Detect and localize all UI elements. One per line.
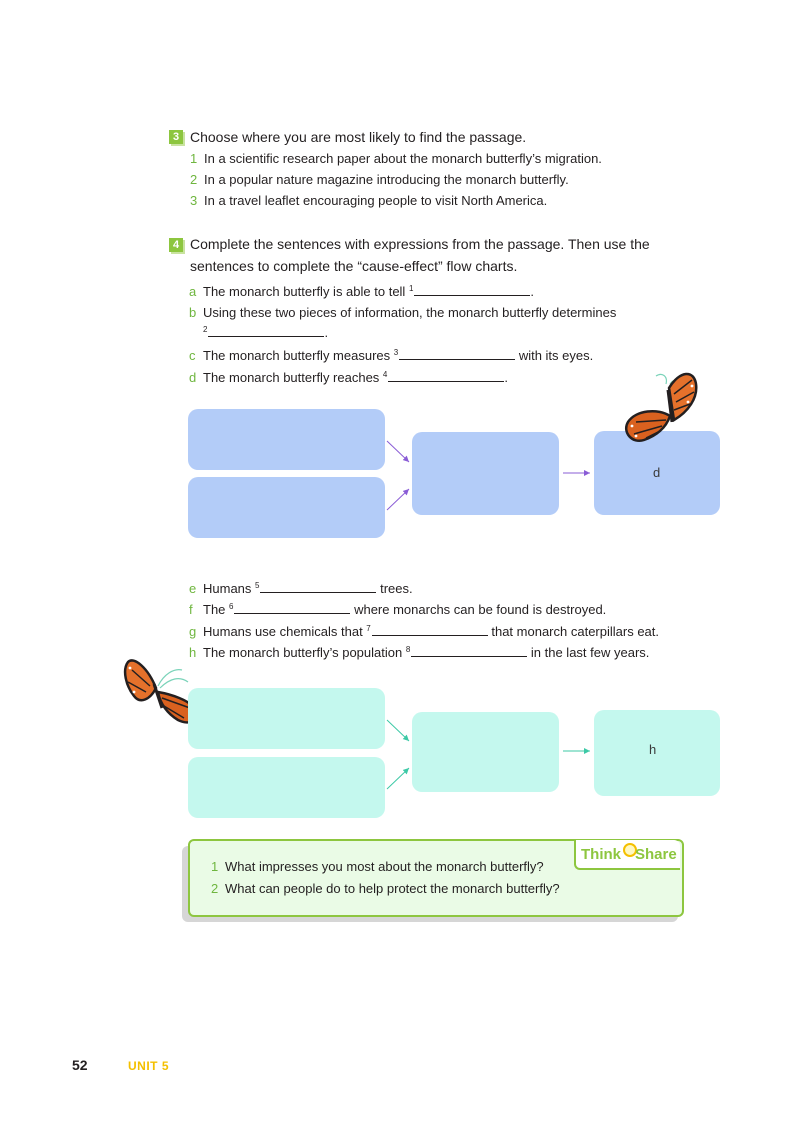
sentence-a: a The monarch butterfly is able to tell $^1$ . (189, 283, 535, 299)
sentence-f: f The $^6$ where monarchs can be found is destroyed. (189, 601, 607, 617)
page-number: 52 (72, 1057, 88, 1073)
chart1-result-label: d (653, 465, 661, 480)
sentence-h: h The monarch butterfly’s population $^8$ in the last few years. (189, 644, 650, 660)
question-4-instruction-line2: sentences to complete the “cause-effect” flow charts. (190, 258, 518, 274)
chart1-arrow-lower (387, 489, 409, 510)
question-4-badge: 4 (169, 238, 183, 252)
sentence-c: c The monarch butterfly measures $^3$ with its eyes. (189, 347, 594, 363)
think-share-logo (574, 840, 680, 870)
sentence-b: b Using these two pieces of information, the monarch butterfly determines (189, 305, 617, 320)
q3-option-3: 3 In a travel leaflet encouraging people to visit North America. (190, 193, 548, 208)
blank-8[interactable] (411, 644, 527, 657)
sentence-e: e Humans $^5$ trees. (189, 580, 413, 596)
blank-6[interactable] (234, 601, 350, 614)
think-question-2: 2 What can people do to help protect the monarch butterfly? (211, 881, 560, 896)
chart2-cause-box-2[interactable] (188, 757, 385, 818)
sentence-b-continued: $^2$ . (203, 324, 329, 340)
unit-label: UNIT 5 (128, 1059, 170, 1073)
think-logo-text: Think (581, 846, 621, 863)
blank-5[interactable] (260, 580, 376, 593)
chart2-result-label: h (649, 742, 657, 757)
monarch-butterfly-image-1 (622, 366, 704, 448)
chart1-arrow-upper (387, 441, 409, 462)
blank-7[interactable] (372, 623, 488, 636)
sentence-d: d The monarch butterfly reaches $^4$ . (189, 369, 508, 385)
think-question-1: 1 What impresses you most about the monarch butterfly? (211, 859, 544, 874)
chart2-arrow-lower (387, 768, 409, 789)
question-4-instruction-line1: Complete the sentences with expressions from the passage. Then use the (190, 236, 650, 252)
share-logo-text: Share (635, 846, 677, 863)
q3-option-1: 1 In a scientific research paper about the monarch butterfly’s migration. (190, 151, 602, 166)
sentence-g: g Humans use chemicals that $^7$ that monarch caterpillars eat. (189, 623, 659, 639)
chart2-result-box[interactable] (594, 710, 720, 796)
chart2-cause-box-1[interactable] (188, 688, 385, 749)
question-3-badge: 3 (169, 130, 183, 144)
chart2-middle-box[interactable] (412, 712, 559, 792)
q3-option-2: 2 In a popular nature magazine introducing the monarch butterfly. (190, 172, 569, 187)
question-3-instruction: Choose where you are most likely to find the passage. (190, 129, 527, 145)
chart2-arrow-upper (387, 720, 409, 741)
